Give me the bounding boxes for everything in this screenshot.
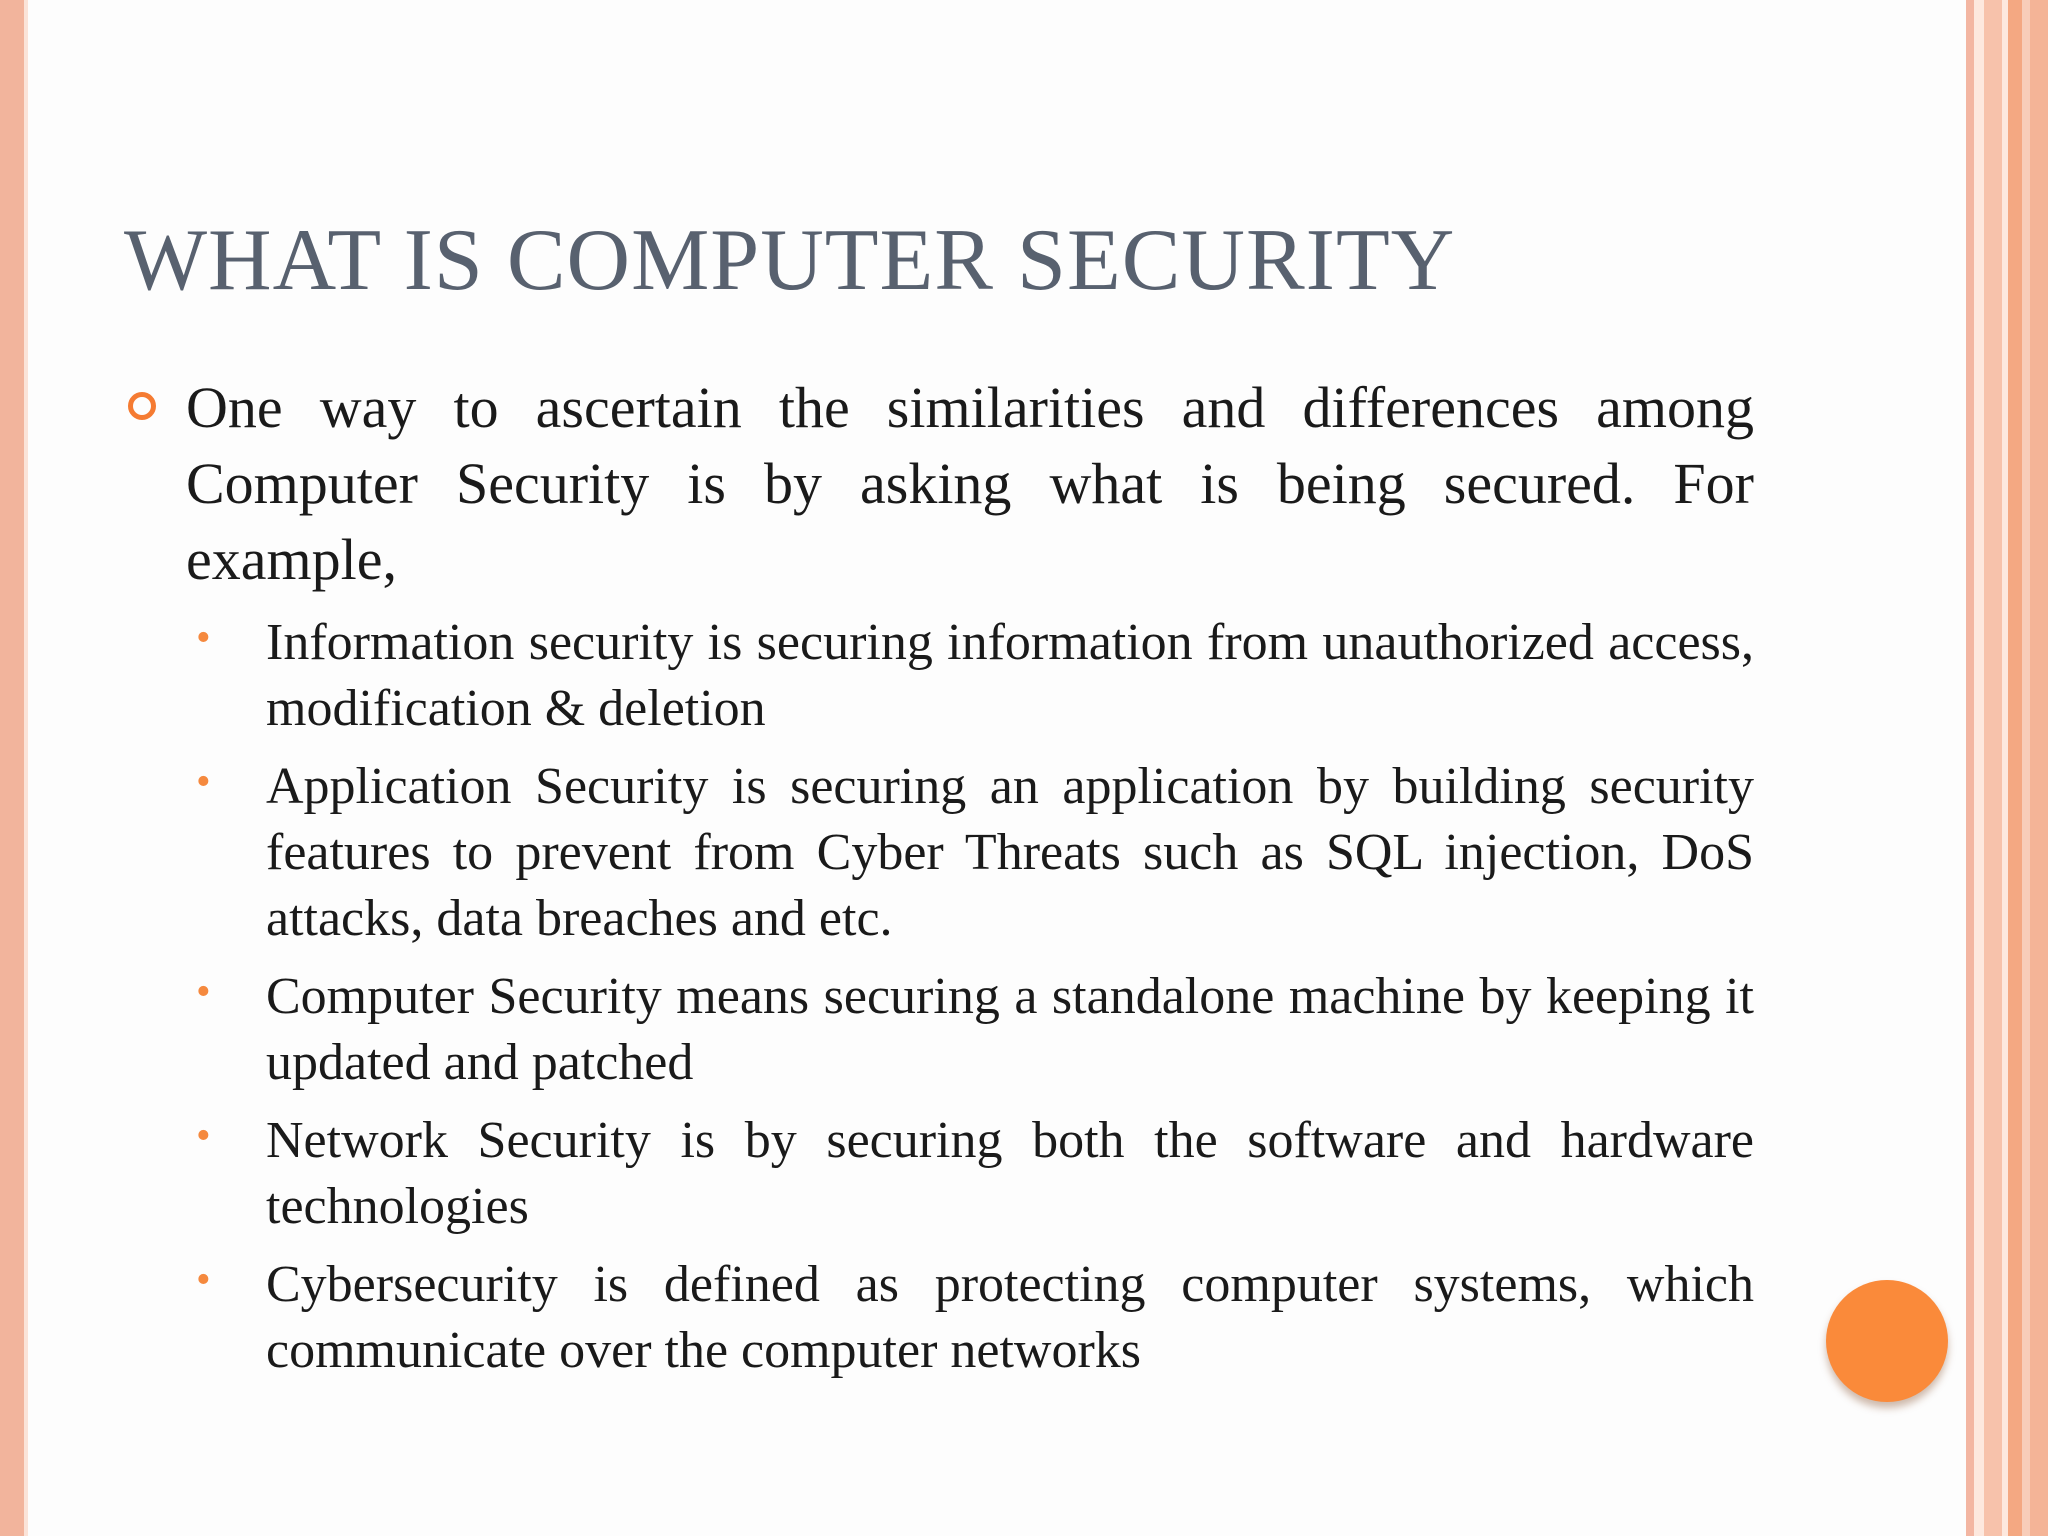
sub-bullet-text: Cybersecurity is defined as protecting computer systems, which communicate over the computer networks — [266, 1256, 1754, 1379]
ring-bullet-icon — [128, 392, 156, 420]
sub-bullet-item — [124, 1252, 1754, 1384]
left-border-highlight — [24, 0, 28, 1536]
sub-bullet-text: Computer Security means securing a standalone machine by keeping it updated and patched — [266, 968, 1754, 1091]
slide-title: WHAT IS COMPUTER SECURITY — [124, 212, 1456, 309]
sub-bullet-list — [124, 610, 1754, 1384]
stripe — [2022, 0, 2030, 1536]
stripe — [2008, 0, 2022, 1536]
stripe — [2030, 0, 2048, 1536]
dot-bullet-icon: • — [196, 969, 211, 1015]
stripe — [1974, 0, 1984, 1536]
main-bullet-text: One way to ascertain the similarities and differences among Computer Security is by asking what is being secured. For example, — [186, 375, 1754, 592]
dot-bullet-icon: • — [196, 1113, 211, 1159]
orange-circle-decoration — [1826, 1280, 1948, 1402]
stripe — [1966, 0, 1974, 1536]
stripe — [1984, 0, 2002, 1536]
sub-bullet-item — [124, 610, 1754, 742]
left-border-stripe — [0, 0, 24, 1536]
sub-bullet-item — [124, 754, 1754, 952]
main-bullet — [124, 370, 1754, 598]
sub-bullet-text: Network Security is by securing both the software and hardware technologies — [266, 1112, 1754, 1235]
right-decorative-stripes — [1966, 0, 2048, 1536]
sub-bullet-item — [124, 1108, 1754, 1240]
dot-bullet-icon: • — [196, 615, 211, 661]
sub-bullet-item — [124, 964, 1754, 1096]
slide-content — [124, 370, 1754, 1384]
dot-bullet-icon: • — [196, 1257, 211, 1303]
sub-bullet-text: Application Security is securing an application by building security features to prevent from Cyber Threats such as SQL injection, DoS attacks, data breaches and etc. — [266, 758, 1754, 947]
sub-bullet-text: Information security is securing information from unauthorized access, modification & deletion — [266, 614, 1754, 737]
dot-bullet-icon: • — [196, 759, 211, 805]
